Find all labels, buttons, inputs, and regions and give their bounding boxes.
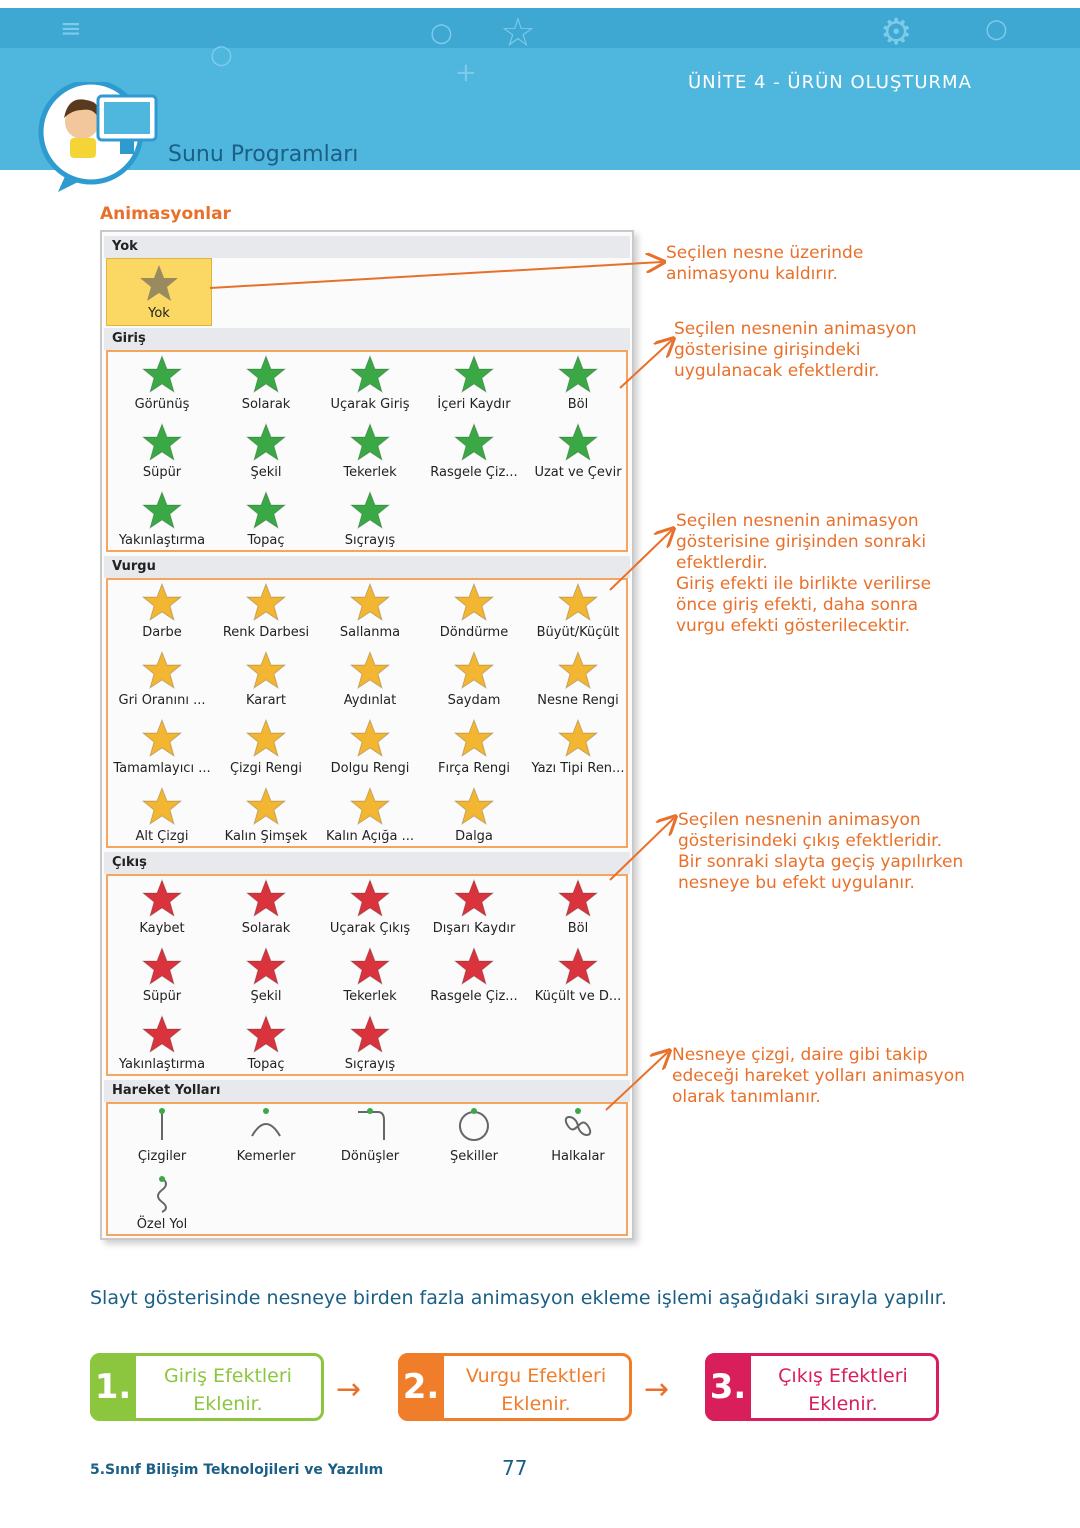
anim-exit-item[interactable] [110, 946, 214, 1012]
motion-path-icon [246, 1106, 286, 1146]
anim-motion-item[interactable] [110, 1106, 214, 1172]
red-star-icon [350, 946, 390, 986]
red-star-icon [246, 946, 286, 986]
anim-label-böl: Böl [567, 921, 589, 936]
red-star-icon [454, 946, 494, 986]
gold-star-icon [558, 650, 598, 690]
motion-path-icon [142, 1174, 182, 1214]
gold-star-icon [350, 582, 390, 622]
note-line: vurgu efekti gösterilecektir. [676, 616, 910, 636]
note-line: Bir sonraki slayta geçiş yapılırken [678, 852, 964, 872]
anim-motion-item[interactable] [318, 1106, 422, 1172]
red-star-icon [558, 946, 598, 986]
emphasis-group [106, 578, 628, 848]
anim-exit-item[interactable] [214, 878, 318, 944]
gold-star-icon [558, 718, 598, 758]
anim-label-uzat-ve-çevir: Uzat ve Çevir [534, 465, 622, 480]
anim-motion-item[interactable] [110, 1174, 214, 1240]
anim-emphasis-item[interactable] [526, 718, 630, 784]
green-star-icon [558, 422, 598, 462]
anim-emphasis-item[interactable] [422, 650, 526, 716]
note-line: Seçilen nesne üzerinde [666, 243, 864, 263]
note-line: animasyonu kaldırır. [666, 264, 838, 284]
note-line: gösterisine girişinden sonraki [676, 532, 927, 552]
anim-label-fırça-rengi: Fırça Rengi [438, 761, 510, 776]
anim-motion-item[interactable] [526, 1106, 630, 1172]
step-text [447, 1362, 625, 1418]
anim-label-karart: Karart [245, 693, 286, 708]
green-star-icon [350, 422, 390, 462]
anim-label-solarak: Solarak [241, 397, 291, 412]
anim-label-renk-darbesi: Renk Darbesi [222, 625, 310, 640]
anim-label-i-çeri-kaydır: İçeri Kaydır [437, 397, 511, 412]
anim-entrance-item[interactable] [318, 422, 422, 488]
logo-boy-computer-icon [36, 82, 164, 192]
motion-path-icon [454, 1106, 494, 1146]
anim-exit-item[interactable] [318, 1014, 422, 1080]
anim-entrance-item[interactable] [110, 354, 214, 420]
note-line: edeceği hareket yolları animasyon [672, 1066, 965, 1086]
motion-group [106, 1102, 628, 1236]
decor-gear-icon: ⚙ [880, 12, 913, 53]
note-line: uygulanacak efektlerdir. [674, 361, 880, 381]
anim-label-dolgu-rengi: Dolgu Rengi [330, 761, 410, 776]
gold-star-icon [454, 718, 494, 758]
exit-group [106, 874, 628, 1076]
note-line: olarak tanımlanır. [672, 1087, 821, 1107]
anim-label-döndürme: Döndürme [439, 625, 509, 640]
step-line1: Çıkış Efektleri [778, 1365, 908, 1387]
footer-book-title: 5.Sınıf Bilişim Teknolojileri ve Yazılım [90, 1462, 384, 1478]
step-number: 1. [90, 1353, 136, 1421]
anim-entrance-item[interactable] [422, 354, 526, 420]
anim-label-çizgi-rengi: Çizgi Rengi [229, 761, 303, 776]
anim-none-item[interactable] [106, 258, 212, 326]
anim-label-kemerler: Kemerler [236, 1149, 296, 1164]
gold-star-icon [454, 650, 494, 690]
gold-star-icon [246, 582, 286, 622]
anim-exit-item[interactable] [110, 1014, 214, 1080]
anim-exit-item[interactable] [422, 878, 526, 944]
anim-label-süpür: Süpür [142, 465, 182, 480]
decor-circle-icon: ○ [210, 40, 233, 70]
anim-exit-item[interactable] [526, 878, 630, 944]
anim-emphasis-item[interactable] [318, 650, 422, 716]
red-star-icon [350, 878, 390, 918]
note-line: nesneye bu efekt uygulanır. [678, 873, 915, 893]
green-star-icon [142, 422, 182, 462]
red-star-icon [142, 946, 182, 986]
anim-label-kalın-açığa: Kalın Açığa ... [325, 829, 415, 844]
anim-label-sıçrayış: Sıçrayış [344, 533, 396, 548]
anim-entrance-item[interactable] [526, 422, 630, 488]
anim-label-tekerlek: Tekerlek [343, 989, 397, 1004]
anim-entrance-item[interactable] [214, 422, 318, 488]
anim-emphasis-item[interactable] [110, 786, 214, 852]
note-line: efektlerdir. [676, 553, 768, 573]
anim-label-solarak: Solarak [241, 921, 291, 936]
anim-exit-item[interactable] [526, 946, 630, 1012]
star-gray-icon [139, 263, 179, 303]
anim-label-aydınlat: Aydınlat [343, 693, 397, 708]
green-star-icon [454, 422, 494, 462]
unit-title: ÜNİTE 4 - ÜRÜN OLUŞTURMA [688, 72, 972, 93]
anim-exit-item[interactable] [214, 1014, 318, 1080]
motion-path-icon [350, 1106, 390, 1146]
anim-label-şekil: Şekil [250, 465, 282, 480]
page-number: 77 [502, 1456, 528, 1480]
anim-entrance-item[interactable] [422, 422, 526, 488]
anim-exit-item[interactable] [110, 878, 214, 944]
anim-label-tekerlek: Tekerlek [343, 465, 397, 480]
step-exit [705, 1353, 939, 1421]
step-number: 2. [398, 1353, 444, 1421]
anim-exit-item[interactable] [422, 946, 526, 1012]
note-line: gösterisine girişindeki [674, 340, 861, 360]
anim-exit-item[interactable] [318, 946, 422, 1012]
anim-exit-item[interactable] [214, 946, 318, 1012]
section-title: Animasyonlar [100, 204, 231, 224]
step-line2: Eklenir. [501, 1393, 571, 1415]
note-line: Seçilen nesnenin animasyon [678, 810, 921, 830]
gold-star-icon [454, 582, 494, 622]
anim-label-yakınlaştırma: Yakınlaştırma [118, 533, 206, 548]
anim-emphasis-item[interactable] [318, 718, 422, 784]
step-emphasis [398, 1353, 632, 1421]
anim-emphasis-item[interactable] [110, 650, 214, 716]
gold-star-icon [350, 650, 390, 690]
anim-label-nesne-rengi: Nesne Rengi [537, 693, 619, 708]
anim-emphasis-item[interactable] [422, 582, 526, 648]
anim-label-dönüşler: Dönüşler [340, 1149, 400, 1164]
green-star-icon [246, 354, 286, 394]
anim-exit-item[interactable] [318, 878, 422, 944]
anim-entrance-item[interactable] [110, 490, 214, 556]
note-motion [672, 1045, 965, 1108]
note-line: gösterisindeki çıkış efektleridir. [678, 831, 943, 851]
anim-emphasis-item[interactable] [318, 582, 422, 648]
anim-label-topaç: Topaç [247, 533, 285, 548]
note-line: Nesneye çizgi, daire gibi takip [672, 1045, 928, 1065]
anim-motion-item[interactable] [422, 1106, 526, 1172]
anim-emphasis-item[interactable] [526, 582, 630, 648]
anim-label-halkalar: Halkalar [551, 1149, 605, 1164]
gold-star-icon [246, 718, 286, 758]
anim-emphasis-item[interactable] [422, 786, 526, 852]
motion-path-icon [142, 1106, 182, 1146]
step-text [139, 1362, 317, 1418]
arrow-right-icon: → [644, 1372, 670, 1407]
anim-label-şekiller: Şekiller [450, 1149, 498, 1164]
red-star-icon [142, 1014, 182, 1054]
anim-label-süpür: Süpür [142, 989, 182, 1004]
anim-label-kalın-şimşek: Kalın Şimşek [224, 829, 308, 844]
note-emphasis [676, 511, 931, 637]
anim-label-yazı-tipi-ren: Yazı Tipi Ren... [531, 761, 625, 776]
red-star-icon [350, 1014, 390, 1054]
step-line2: Eklenir. [808, 1393, 878, 1415]
decor-plus-icon: + [455, 58, 477, 88]
anim-label-rasgele-çiz: Rasgele Çiz... [430, 989, 518, 1004]
gold-star-icon [142, 650, 182, 690]
step-text [754, 1362, 932, 1418]
anim-label-sallanma: Sallanma [339, 625, 401, 640]
anim-label-rasgele-çiz: Rasgele Çiz... [430, 465, 518, 480]
anim-label-yakınlaştırma: Yakınlaştırma [118, 1057, 206, 1072]
red-star-icon [246, 1014, 286, 1054]
header-top-band [0, 8, 1080, 48]
decor-lines-icon: ≡ [60, 14, 82, 44]
anim-label-böl: Böl [567, 397, 589, 412]
entrance-group [106, 350, 628, 552]
anim-label-büyüt-küçült: Büyüt/Küçült [536, 625, 620, 640]
note-line: Giriş efekti ile birlikte verilirse [676, 574, 932, 594]
anim-label-alt-çizgi: Alt Çizgi [135, 829, 189, 844]
anim-none-label: Yok [148, 306, 170, 321]
anim-emphasis-item[interactable] [526, 650, 630, 716]
gold-star-icon [142, 786, 182, 826]
note-none [666, 243, 863, 285]
anim-emphasis-item[interactable] [422, 718, 526, 784]
anim-emphasis-item[interactable] [110, 582, 214, 648]
green-star-icon [350, 490, 390, 530]
green-star-icon [246, 490, 286, 530]
anim-label-küçült-ve-d: Küçült ve D... [534, 989, 622, 1004]
anim-emphasis-item[interactable] [214, 582, 318, 648]
anim-label-tamamlayıcı: Tamamlayıcı ... [113, 761, 211, 776]
note-exit [678, 810, 963, 894]
gold-star-icon [454, 786, 494, 826]
green-star-icon [142, 354, 182, 394]
anim-emphasis-item[interactable] [214, 718, 318, 784]
animations-panel [100, 230, 634, 1240]
anim-label-uçarak-çıkış: Uçarak Çıkış [329, 921, 411, 936]
anim-motion-item[interactable] [214, 1106, 318, 1172]
subtitle: Sunu Programları [168, 142, 359, 167]
red-star-icon [454, 878, 494, 918]
step-number: 3. [705, 1353, 751, 1421]
gold-star-icon [558, 582, 598, 622]
category-exit: Çıkış [104, 852, 630, 874]
red-star-icon [558, 878, 598, 918]
order-description: Slayt gösterisinde nesneye birden fazla animasyon ekleme işlemi aşağıdaki sırayla yapılır. [90, 1287, 947, 1309]
anim-entrance-item[interactable] [318, 490, 422, 556]
anim-entrance-item[interactable] [214, 354, 318, 420]
category-motion: Hareket Yolları [104, 1080, 630, 1102]
anim-entrance-item[interactable] [214, 490, 318, 556]
anim-emphasis-item[interactable] [214, 786, 318, 852]
anim-label-sıçrayış: Sıçrayış [344, 1057, 396, 1072]
anim-label-özel-yol: Özel Yol [136, 1217, 188, 1232]
green-star-icon [246, 422, 286, 462]
anim-label-dışarı-kaydır: Dışarı Kaydır [432, 921, 516, 936]
gold-star-icon [246, 786, 286, 826]
category-entrance: Giriş [104, 328, 630, 350]
anim-entrance-item[interactable] [526, 354, 630, 420]
anim-label-gri-oranını: Gri Oranını ... [118, 693, 206, 708]
arrow-right-icon: → [336, 1372, 362, 1407]
anim-label-kaybet: Kaybet [139, 921, 185, 936]
decor-star-icon: ☆ [500, 10, 536, 56]
category-none: Yok [104, 236, 630, 258]
green-star-icon [350, 354, 390, 394]
anim-label-topaç: Topaç [247, 1057, 285, 1072]
note-line: Seçilen nesnenin animasyon [674, 319, 917, 339]
step-line1: Vurgu Efektleri [465, 1365, 607, 1387]
anim-label-uçarak-giriş: Uçarak Giriş [330, 397, 410, 412]
anim-label-saydam: Saydam [447, 693, 501, 708]
gold-star-icon [350, 718, 390, 758]
note-line: Seçilen nesnenin animasyon [676, 511, 919, 531]
note-line: önce giriş efekti, daha sonra [676, 595, 919, 615]
decor-circle-icon: ○ [430, 18, 453, 48]
decor-circle-icon: ○ [985, 14, 1008, 44]
red-star-icon [246, 878, 286, 918]
anim-label-darbe: Darbe [142, 625, 182, 640]
anim-label-görünüş: Görünüş [134, 397, 190, 412]
anim-emphasis-item[interactable] [110, 718, 214, 784]
anim-label-çizgiler: Çizgiler [137, 1149, 187, 1164]
category-emphasis: Vurgu [104, 556, 630, 578]
step-line1: Giriş Efektleri [164, 1365, 292, 1387]
step-line2: Eklenir. [193, 1393, 263, 1415]
gold-star-icon [350, 786, 390, 826]
red-star-icon [142, 878, 182, 918]
anim-emphasis-item[interactable] [214, 650, 318, 716]
green-star-icon [142, 490, 182, 530]
gold-star-icon [142, 582, 182, 622]
gold-star-icon [142, 718, 182, 758]
note-entrance [674, 319, 917, 382]
anim-entrance-item[interactable] [110, 422, 214, 488]
anim-entrance-item[interactable] [318, 354, 422, 420]
anim-label-şekil: Şekil [250, 989, 282, 1004]
motion-path-icon [558, 1106, 598, 1146]
anim-emphasis-item[interactable] [318, 786, 422, 852]
anim-label-dalga: Dalga [455, 829, 493, 844]
green-star-icon [454, 354, 494, 394]
step-entrance [90, 1353, 324, 1421]
gold-star-icon [246, 650, 286, 690]
green-star-icon [558, 354, 598, 394]
